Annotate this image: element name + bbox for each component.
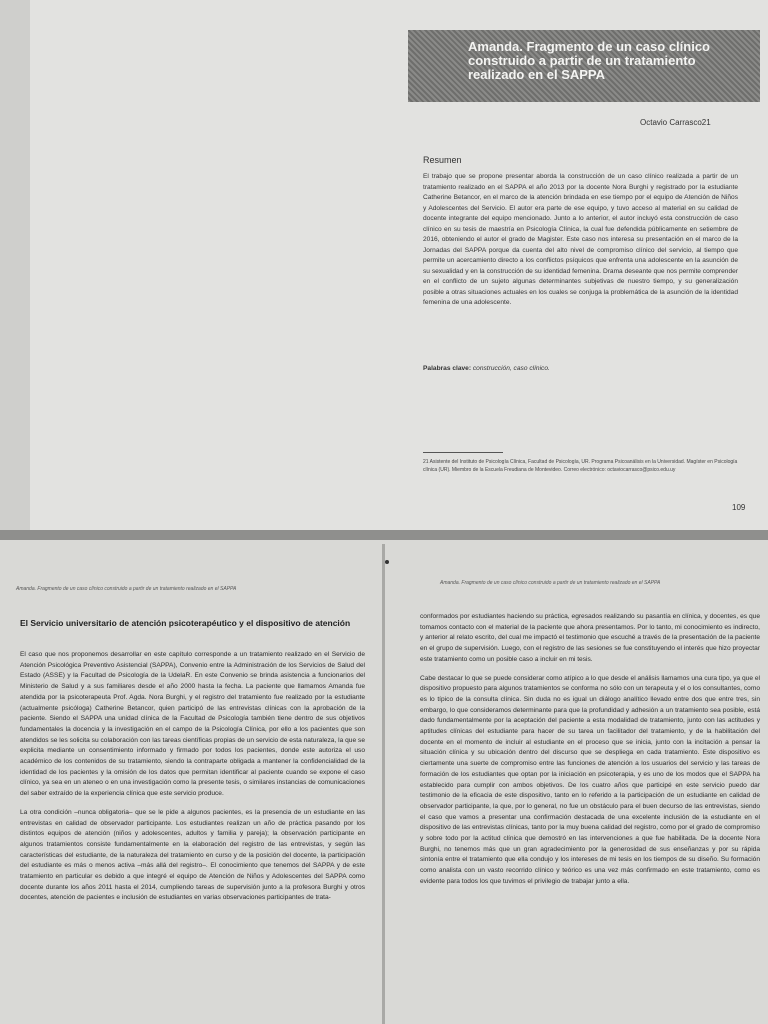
footnote-rule: [423, 452, 503, 453]
book-spine: [382, 544, 385, 1024]
page-number: 109: [732, 503, 746, 512]
right-paragraph-2: Cabe destacar lo que se puede considerar como atípico a lo que desde el análisis llamamos una cura tipo, ya que el dispositivo propuesto para algunos tratamientos se conforma no sólo con un terapeuta y el o los consultantes, como es lo típico de la consulta clínica. Sin duda no es igual un diálogo analítico llevado entre dos que entre tres, sin embargo, lo que consideramos determinante para que la profundidad y adhesión a un tratamiento sea posible, está dado fundamentalmente por la aceptación del paciente a esta modalidad de tratamiento, junto con las actitudes y aptitudes clínicas del estudiante para hacer de su tarea un facilitador del tratamiento, y de la habilitación del docente en el momento de incluir al estudiante en el proceso que se inicia, junto con la incitación a pensar la situación clínica y su ubicación dentro del discurso que se despliega en cada tratamiento. Este dispositivo es ciertamente una suerte de compromiso entre las funciones de atención a los usuarios del servicio y las tareas de formación de los estudiantes que optan por la iniciación en psicoterapia, y es uno de los modos que el SAPPA ha establecido para cumplir con ambos objetivos. De los cuatro años que participé en este servicio puedo dar testimonio de la eficacia de este dispositivo, tanto en lo referido a la participación de un estudiante en calidad de observador participante, la que, por lo general, no fue un obstáculo para el buen decurso de las entrevistas, siendo el caso que vamos a presentar una confirmación destacada de una excelente inclusión de la estudiante en el dispositivo de las entrevistas clínicas, tanto por la muy buena calidad del registro, como por el grado de compromiso y sobre todo por la actitud clínica que demostró en las intervenciones a que fue habilitada. De la docente Nora Burghi, no tenemos más que un gran agradecimiento por la generosidad de sus enseñanzas y por su rápida sintonía entre el tratamiento que ella condujo y los intereses de mi tesis en los tiempos de su diseño. Su formación como analista con un vasto recorrido clínico y teórico es una vez más confirmado en este tratamiento, como es evidente para todos los que tuvimos el privilegio de trabajar junto a ella.: [420, 674, 760, 885]
keywords: [423, 365, 738, 372]
right-column: [420, 612, 760, 896]
chapter-title: Amanda. Fragmento de un caso clínico construido a partir de un tratamiento realizado en el SAPPA: [468, 39, 710, 82]
author-name: Octavio Carrasco21: [640, 118, 711, 127]
abstract-heading: Resumen: [423, 155, 462, 165]
running-header-left: Amanda. Fragmento de un caso clínico construido a partir de un tratamiento realizado en el SAPPA: [16, 586, 237, 592]
left-paragraph-2: La otra condición –nunca obligatoria– que se le pide a algunos pacientes, es la presencia de un estudiante en las entrevistas en calidad de observador participante. Los estudiantes realizan un año de práctica pasando por los distintos equipos de atención (niños y adolescentes, adultos y familia y pareja); la observación participante en algunos tratamientos consiste fundamentalmente en la elaboración del registro de las entrevistas, y según las características del estudiante, de la naturaleza del tratamiento en curso y de la posición del docente, la participación del estudiante es más o menos activa –más allá del registro–. El conocimiento que tenemos del SAPPA y de este tratamiento en particular es debido a que integré el equipo de Atención de Niños y Adolescentes del SAPPA como docente durante los años 2011 hasta el 2014, cumpliendo tareas de supervisión junto a la profesora Burghi y otros docentes, atención de pacientes e inclusión de estudiantes en varias observaciones participantes de trata-: [20, 808, 365, 902]
right-paragraph-1: conformados por estudiantes haciendo su práctica, egresados realizando su pasantía en clínica, y docentes, es que tomamos contacto con el material de la paciente que ahora presentamos. Por lo tanto, mi conocimiento es indirecto, y anterior al relato escrito, del cual me impactó el testimonio que escuché a través de la presentación de la paciente en el grupo de supervisión. Luego, con el registro de las sesiones se fue constituyendo el interés que hizo proyectar este tratamiento como un posible caso a incluir en mi tesis.: [420, 613, 760, 663]
footnote: 21 Asistente del Instituto de Psicología Clínica, Facultad de Psicología, UR. Programa Psicoanálisis en la Universidad. Magíster en Psicología clínica (UR). Miembro de la Escuela Freudiana de Montevideo. Correo electrónico: octaviocarrasco@psico.edu.uy: [423, 459, 738, 473]
running-header-right: Amanda. Fragmento de un caso clínico construido a partir de un tratamiento realizado en el SAPPA: [440, 580, 661, 586]
page-shadow: [0, 0, 30, 540]
abstract-text: El trabajo que se propone presentar aborda la construcción de un caso clínico realizada a partir de un tratamiento realizado en el SAPPA el año 2013 por la docente Nora Burghi y registrado por la estudiante Catherine Betancor, en el marco de la atención brindada en ese tiempo por el equipo de Atención de Niños y Adolescentes del Servicio. El autor era parte de ese equipo, y tuvo acceso al material en su calidad de docente integrante del equipo mencionado. Junto a lo anterior, el autor incluyó esta construcción de caso clínico en su tesis de maestría en Psicología Clínica, la cual fue defendida públicamente en setiembre de 2016, obteniendo el autor el grado de Magister. Este caso nos interesa su presentación en el marco de la Jornadas del SAPPA porque da cuenta del alto nivel de compromiso clínico del servicio, al tiempo que permite un acercamiento directo a los conflictos psíquicos que enfrenta una adolescente en la asunción de su sexualidad y en la construcción de su identidad femenina. Drama deseante que nos permite comprender en el conflicto de un sujeto algunas determinantes subjetivas de nuestro tiempo, y su generalización posible a otras situaciones actuales en los cuales se conjuga la problemática de la asunción de la identidad femenina de una adolescente.: [423, 173, 738, 306]
keywords-value: construcción, caso clínico.: [472, 365, 550, 372]
keywords-label: Palabras clave:: [423, 365, 472, 372]
left-column: [20, 650, 365, 912]
section-title: El Servicio universitario de atención psicoterapéutico y el dispositivo de atención: [20, 618, 351, 628]
scan-speck: [385, 560, 389, 564]
left-paragraph-1: El caso que nos proponemos desarrollar en este capítulo corresponde a un tratamiento realizado en el Servicio de Atención Psicológica Preventivo Asistencial (SAPPA), Convenio entre la Administración de los Servicios de Salud del Estado (ASSE) y la Facultad de Psicología de la UdelaR. En este Convenio se brinda asistencia a funcionarios del Ministerio de Salud y a sus familiares desde el año 2000 hasta la fecha. La paciente que llamamos Amanda fue atendida por la psicoterapeuta Prof. Agda. Nora Burghi, y el registro del tratamiento fue realizado por la estudiante (actualmente psicóloga) Catherine Betancor, quien participó de las entrevistas clínicas con la aprobación de la paciente. Siendo el SAPPA una unidad clínica de la Facultad de Psicología también tiene dentro de sus objetivos fundamentales la docencia y la investigación en el campo de la Psicología Clínica, por ello a los pacientes que son atendidos se les solicita su colaboración con las tareas científicas propias de un servicio de esta naturaleza, la que se explicita mediante un consentimiento informado y firmado por todos los pacientes, donde este autoriza el uso académico de los contenidos de su tratamiento, siendo la contraparte obligada a mantener la confidencialidad de la identidad de los pacientes y la omisión de los datos que permitan identificar al paciente cuando se expone el caso clínico, ya sea en un ateneo o en una investigación como la presente tesis, o similares instancias de comunicaciones del saber extraído de la experiencia clínica que este servicio produce.: [20, 651, 365, 798]
